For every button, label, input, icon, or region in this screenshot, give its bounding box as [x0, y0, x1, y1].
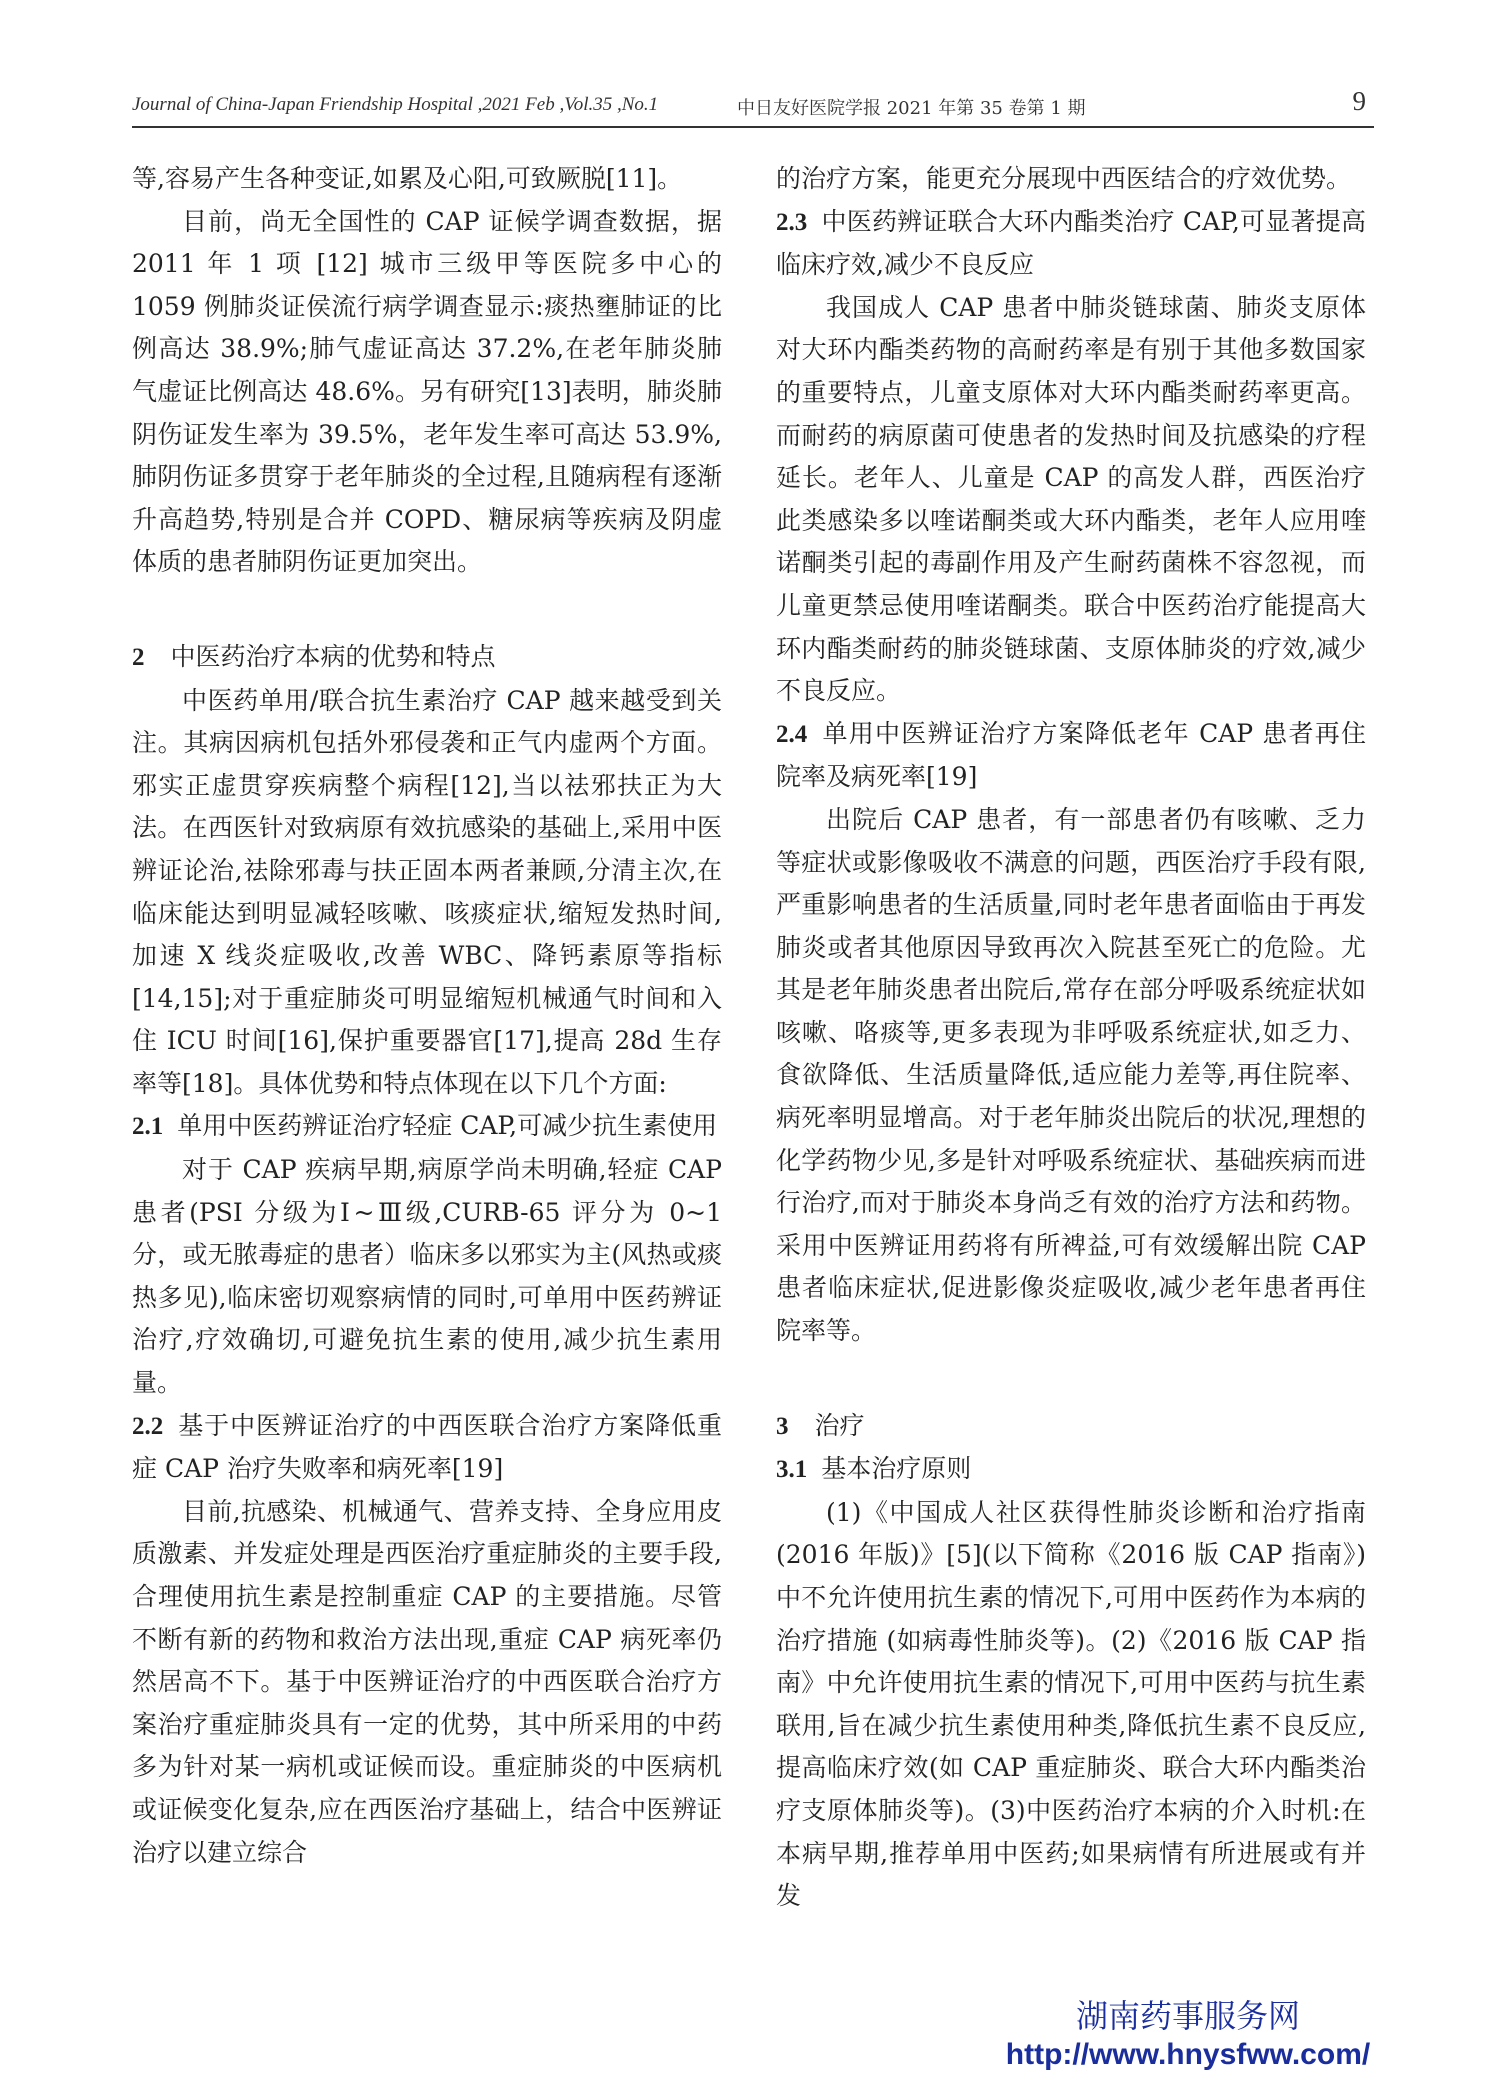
paragraph: 等,容易产生各种变证,如累及心阳,可致厥脱[11]。 — [132, 164, 683, 193]
section-number: 2 — [132, 643, 145, 671]
paragraph: 对于 CAP 疾病早期,病原学尚未明确,轻症 CAP 患者(PSI 分级为Ⅰ~Ⅲ级,CURB-65 评分为 0~1 分，或无脓毒症的患者）临床多以邪实为主(风热或痰热多见),临床密切观察病情的同时,可单用中医药辨证治疗,疗效确切,可避免抗生素的使用,减少抗生素用量。 — [132, 1155, 722, 1398]
paragraph: 出院后 CAP 患者，有一部患者仍有咳嗽、乏力等症状或影像吸收不满意的问题，西医治疗手段有限,严重影响患者的生活质量,同时老年患者面临由于再发肺炎或者其他原因导致再次入院甚至死亡的危险。尤其是老年肺炎患者出院后,常存在部分呼吸系统症状如咳嗽、咯痰等,更多表现为非呼吸系统症状,如乏力、食欲降低、生活质量降低,适应能力差等,再住院率、病死率明显增高。对于老年肺炎出院后的状况,理想的化学药物少见,多是针对呼吸系统症状、基础疾病而进行治疗,而对于肺炎本身尚乏有效的治疗方法和药物。采用中医辨证用药将有所裨益,可有效缓解出院 CAP 患者临床症状,促进影像炎症吸收,减少老年患者再住院率等。 — [776, 804, 1366, 1346]
journal-name-cn: 中日友好医院学报 2021 年第 35 卷第 1 期 — [737, 98, 1086, 119]
subsection-title: 基于中医辨证治疗的中西医联合治疗方案降低重症 CAP 治疗失败率和病死率[19] — [132, 1410, 722, 1484]
subsection-title: 单用中医药辨证治疗轻症 CAP,可减少抗生素使用 — [177, 1111, 718, 1141]
subsection-title: 中医药辨证联合大环内酯类治疗 CAP,可显著提高临床疗效,减少不良反应 — [776, 206, 1366, 280]
page-number: 9 — [1352, 86, 1366, 116]
watermark-site-name: 湖南药事服务网 — [1075, 1998, 1300, 2034]
subsection-title: 基本治疗原则 — [821, 1454, 972, 1484]
section-title: 中医药治疗本病的优势和特点 — [170, 641, 496, 671]
subsection-title: 单用中医辨证治疗方案降低老年 CAP 患者再住院率及病死率[19] — [776, 718, 1366, 792]
subsection-number: 2.4 — [776, 720, 808, 748]
subsection-heading — [776, 713, 1366, 799]
section-title: 治疗 — [814, 1410, 865, 1440]
journal-name: Journal of China-Japan Friendship Hospital ,2021 Feb ,Vol.35 ,No.1 — [132, 94, 659, 115]
subsection-number: 2.2 — [132, 1412, 164, 1440]
running-header — [132, 86, 1374, 128]
paragraph: 目前,抗感染、机械通气、营养支持、全身应用皮质激素、并发症处理是西医治疗重症肺炎的主要手段,合理使用抗生素是控制重症 CAP 的主要措施。尽管不断有新的药物和救治方法出现,重症 CAP 病死率仍然居高不下。基于中医辨证治疗的中西医联合治疗方案治疗重症肺炎具有一定的优势，其中所采用的中药多为针对某一病机或证候而设。重症肺炎的中医病机或证候变化复杂,应在西医治疗基础上，结合中医辨证治疗以建立综合 — [132, 1496, 722, 1867]
section-heading — [776, 1405, 1366, 1449]
paragraph: 目前，尚无全国性的 CAP 证候学调查数据，据 2011 年 1 项 [12] 城市三级甲等医院多中心的 1059 例肺炎证侯流行病学调查显示:痰热壅肺证的比例高达 38.9%;肺气虚证高达 37.2%,在老年肺炎肺气虚证比例高达 48.6%。另有研究[13]表明，肺炎肺阴伤证发生率为 39.5%，老年发生率可高达 53.9%,肺阴伤证多贯穿于老年肺炎的全过程,且随病程有逐渐升高趋势,特别是合并 COPD、糖尿病等疾病及阴虚体质的患者肺阴伤证更加突出。 — [132, 206, 722, 577]
section-heading — [132, 636, 722, 680]
left-column — [132, 158, 722, 1874]
subsection-number: 2.3 — [776, 208, 808, 236]
watermark-url[interactable]: http://www.hnysfww.com/ — [1005, 2038, 1371, 2071]
subsection-number: 3.1 — [776, 1456, 808, 1484]
watermark — [988, 1996, 1388, 2074]
subsection-heading — [776, 201, 1366, 287]
right-column — [776, 158, 1366, 1918]
paragraph: 的治疗方案，能更充分展现中西医结合的疗效优势。 — [776, 164, 1352, 193]
subsection-heading — [132, 1105, 722, 1149]
paragraph: 中医药单用/联合抗生素治疗 CAP 越来越受到关注。其病因病机包括外邪侵袭和正气内虚两个方面。邪实正虚贯穿疾病整个病程[12],当以祛邪扶正为大法。在西医针对致病原有效抗感染的基础上,采用中医辨证论治,祛除邪毒与扶正固本两者兼顾,分清主次,在临床能达到明显减轻咳嗽、咳痰症状,缩短发热时间,加速 X 线炎症吸收,改善 WBC、降钙素原等指标[14,15];对于重症肺炎可明显缩短机械通气时间和入住 ICU 时间[16],保护重要器官[17],提高 28d 生存率等[18]。具体优势和特点体现在以下几个方面: — [132, 685, 722, 1098]
subsection-heading — [776, 1448, 1366, 1492]
paragraph: (1)《中国成人社区获得性肺炎诊断和治疗指南 (2016 年版)》[5](以下简称《2016 版 CAP 指南》)中不允许使用抗生素的情况下,可用中医药作为本病的治疗措施 (如病毒性肺炎等)。(2)《2016 版 CAP 指南》中允许使用抗生素的情况下,可用中医药与抗生素联用,旨在减少抗生素使用种类,降低抗生素不良反应,提高临床疗效(如 CAP 重症肺炎、联合大环内酯类治疗支原体肺炎等)。(3)中医药治疗本病的介入时机:在本病早期,推荐单用中医药;如果病情有所进展或有并发 — [776, 1497, 1366, 1911]
subsection-heading — [132, 1405, 722, 1491]
paragraph: 我国成人 CAP 患者中肺炎链球菌、肺炎支原体对大环内酯类药物的高耐药率是有别于其他多数国家的重要特点，儿童支原体对大环内酯类耐药率更高。而耐药的病原菌可使患者的发热时间及抗感染的疗程延长。老年人、儿童是 CAP 的高发人群，西医治疗此类感染多以喹诺酮类或大环内酯类，老年人应用喹诺酮类引起的毒副作用及产生耐药菌株不容忽视，而儿童更禁忌使用喹诺酮类。联合中医药治疗能提高大环内酯类耐药的肺炎链球菌、支原体肺炎的疗效,减少不良反应。 — [776, 292, 1366, 706]
section-number: 3 — [776, 1412, 789, 1440]
subsection-number: 2.1 — [132, 1113, 164, 1141]
